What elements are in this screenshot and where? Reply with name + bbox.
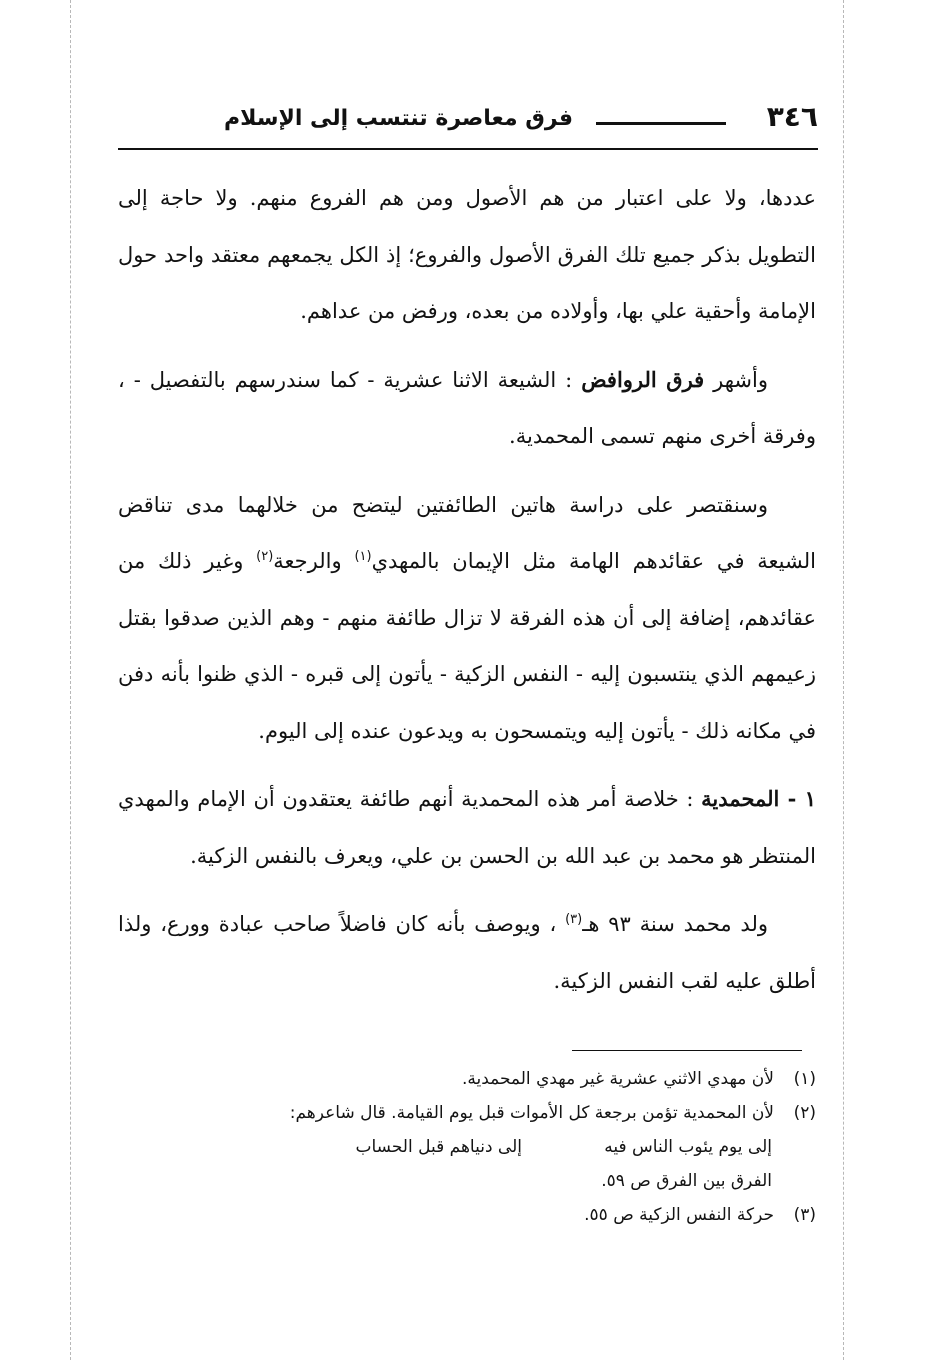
paragraph-3-text-b: والرجعة (273, 549, 355, 573)
footnote-ref-1: (١) (354, 549, 372, 564)
paragraph-2-lead: وأشهر (713, 367, 768, 392)
header-rule (118, 148, 818, 150)
footnote-1-text: لأن مهدي الاثني عشرية غير مهدي المحمدية. (461, 1069, 774, 1089)
term-muhammadiyya: ١ - المحمدية (701, 786, 816, 811)
footnote-3-text: حركة النفس الزكية ص ٥٥. (584, 1205, 774, 1225)
poem-verse (118, 1130, 816, 1164)
footnote-separator (572, 1050, 802, 1051)
term-rawafid-sects: فرق الروافض (581, 366, 705, 392)
paragraph-2-text: : الشيعة الاثنا عشرية - كما سندرسهم بالتفصيل - ، وفرقة أخرى منهم تسمى المحمدية. (118, 367, 816, 448)
paragraph-3-text-c: وغير ذلك من عقائدهم، إضافة إلى أن هذه الفرقة لا تزال طائفة منهم - وهم الذين صدقوا بقتل زعيمهم الذي ينتسبون إليه - النفس الزكية - يأتون إلى قبره - الذي ظنوا بأنه دفن في مكانه ذلك - يأتون إليه ويتمسحون به ويدعون عنده إلى اليوم. (118, 549, 816, 743)
paragraph-3 (118, 477, 816, 760)
verse-second-hemistich: إلى دنياهم قبل الحساب (355, 1137, 522, 1157)
footnote-3 (118, 1198, 816, 1232)
verse-first-hemistich: إلى يوم يئوب الناس فيه (604, 1137, 772, 1157)
page-header (118, 92, 818, 150)
footnote-1-number: (١) (793, 1069, 816, 1089)
footnote-1 (118, 1062, 816, 1096)
paragraph-2 (118, 352, 816, 465)
page-number: ٣٤٦ (766, 100, 818, 133)
footnote-ref-2: (٢) (256, 549, 274, 564)
footnote-2-source: الفرق بين الفرق ص ٥٩. (601, 1171, 772, 1191)
footnotes (118, 1062, 816, 1232)
paragraph-5-text-a: ولد محمد سنة ٩٣ هـ (582, 912, 768, 936)
header-dash (596, 122, 726, 125)
footnote-2-number: (٢) (793, 1103, 816, 1123)
paragraph-5-text-b: ، ويوصف بأنه كان فاضلاً صاحب عبادة وورع، ولذا أطلق عليه لقب النفس الزكية. (118, 912, 816, 993)
footnote-2-text: لأن المحمدية تؤمن برجعة كل الأموات قبل يوم القيامة. قال شاعرهم: (289, 1103, 774, 1123)
paragraph-4-text: : خلاصة أمر هذه المحمدية أنهم طائفة يعتقدون أن الإمام والمهدي المنتظر هو محمد بن عبد الله بن الحسن بن علي، ويعرف بالنفس الزكية. (118, 787, 816, 868)
footnote-3-number: (٣) (793, 1205, 816, 1225)
footnote-2 (118, 1096, 816, 1130)
paragraph-4 (118, 771, 816, 884)
paragraph-3-text-a: وسنقتصر على دراسة هاتين الطائفتين ليتضح من خلالهما مدى تناقض الشيعة في عقائدهم الهامة مثل الإيمان بالمهدي (118, 492, 816, 573)
main-text (118, 170, 816, 1009)
paragraph-1: عددها، ولا على اعتبار من هم الأصول ومن هم الفروع منهم. ولا حاجة إلى التطويل بذكر جميع تلك الفرق الأصول والفروع؛ إذ الكل يجمعهم معتقد واحد حول الإمامة وأحقية علي بها، وأولاده من بعده، ورفض من عداهم. (118, 186, 816, 323)
paragraph-5 (118, 896, 816, 1009)
footnote-ref-3: (٣) (565, 912, 583, 927)
running-title: فرق معاصرة تنتسب إلى الإسلام (224, 106, 573, 131)
